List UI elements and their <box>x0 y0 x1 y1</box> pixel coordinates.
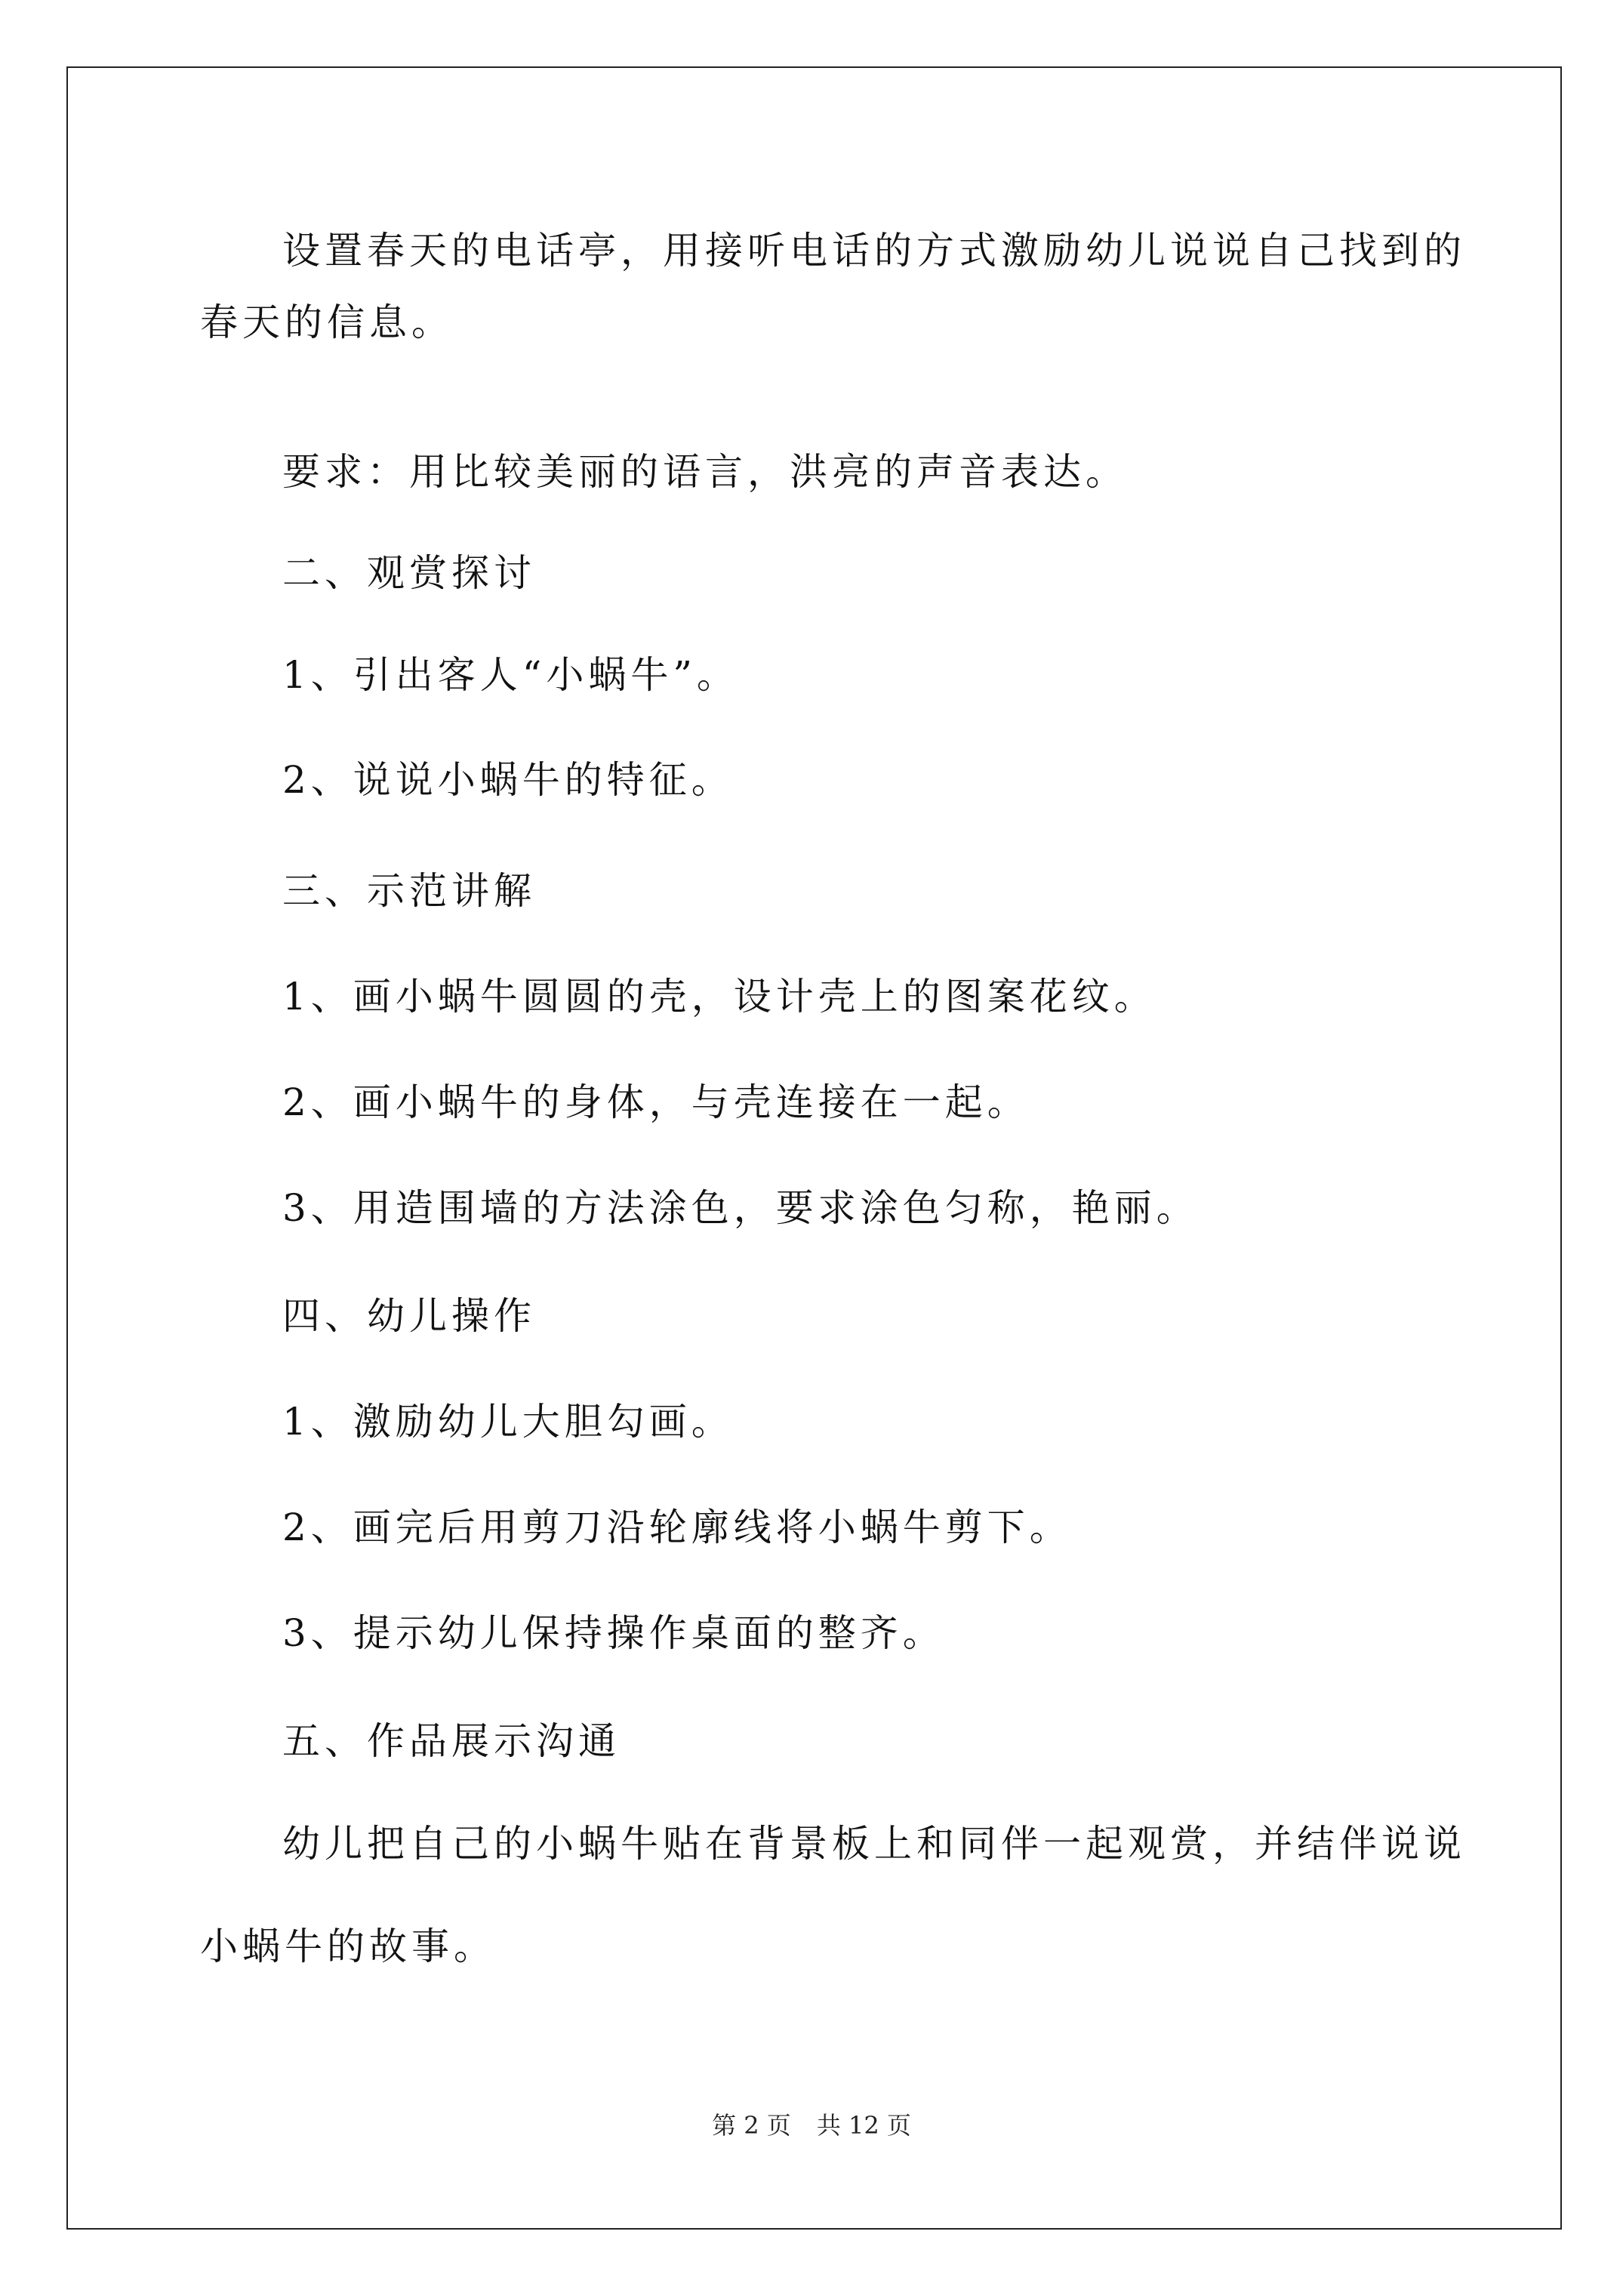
page-number: 第 2 页 <box>712 2111 791 2140</box>
list-item: 2、画小蜗牛的身体，与壳连接在一起。 <box>282 1080 1030 1124</box>
page-total: 共 12 页 <box>816 2111 911 2140</box>
section-heading-3: 三、示范讲解 <box>282 869 536 913</box>
list-item: 1、激励幼儿大胆勾画。 <box>282 1400 734 1444</box>
list-item: 1、画小蜗牛圆圆的壳，设计壳上的图案花纹。 <box>282 975 1156 1019</box>
list-item: 1、引出客人“小蜗牛”。 <box>282 653 739 697</box>
list-item: 3、用造围墙的方法涂色，要求涂色匀称，艳丽。 <box>282 1186 1199 1230</box>
paragraph-line-2: 春天的信息。 <box>200 300 454 344</box>
list-item: 3、提示幼儿保持操作桌面的整齐。 <box>282 1611 945 1655</box>
section-heading-2: 二、观赏探讨 <box>282 551 536 595</box>
paragraph-line-17: 小蜗牛的故事。 <box>200 1925 496 1968</box>
section-heading-4: 四、幼儿操作 <box>282 1294 536 1338</box>
page-border <box>66 66 1562 2230</box>
paragraph-line-1: 设置春天的电话亭，用接听电话的方式激励幼儿说说自己找到的 <box>282 229 1466 273</box>
list-item: 2、说说小蜗牛的特征。 <box>282 758 734 802</box>
paragraph-line-3: 要求：用比较美丽的语言，洪亮的声音表达。 <box>282 450 1128 494</box>
list-item: 2、画完后用剪刀沿轮廓线将小蜗牛剪下。 <box>282 1505 1072 1549</box>
paragraph-line-16: 幼儿把自己的小蜗牛贴在背景板上和同伴一起观赏，并结伴说说 <box>282 1822 1466 1866</box>
page-footer <box>0 2110 1623 2140</box>
section-heading-5: 五、作品展示沟通 <box>282 1719 621 1763</box>
